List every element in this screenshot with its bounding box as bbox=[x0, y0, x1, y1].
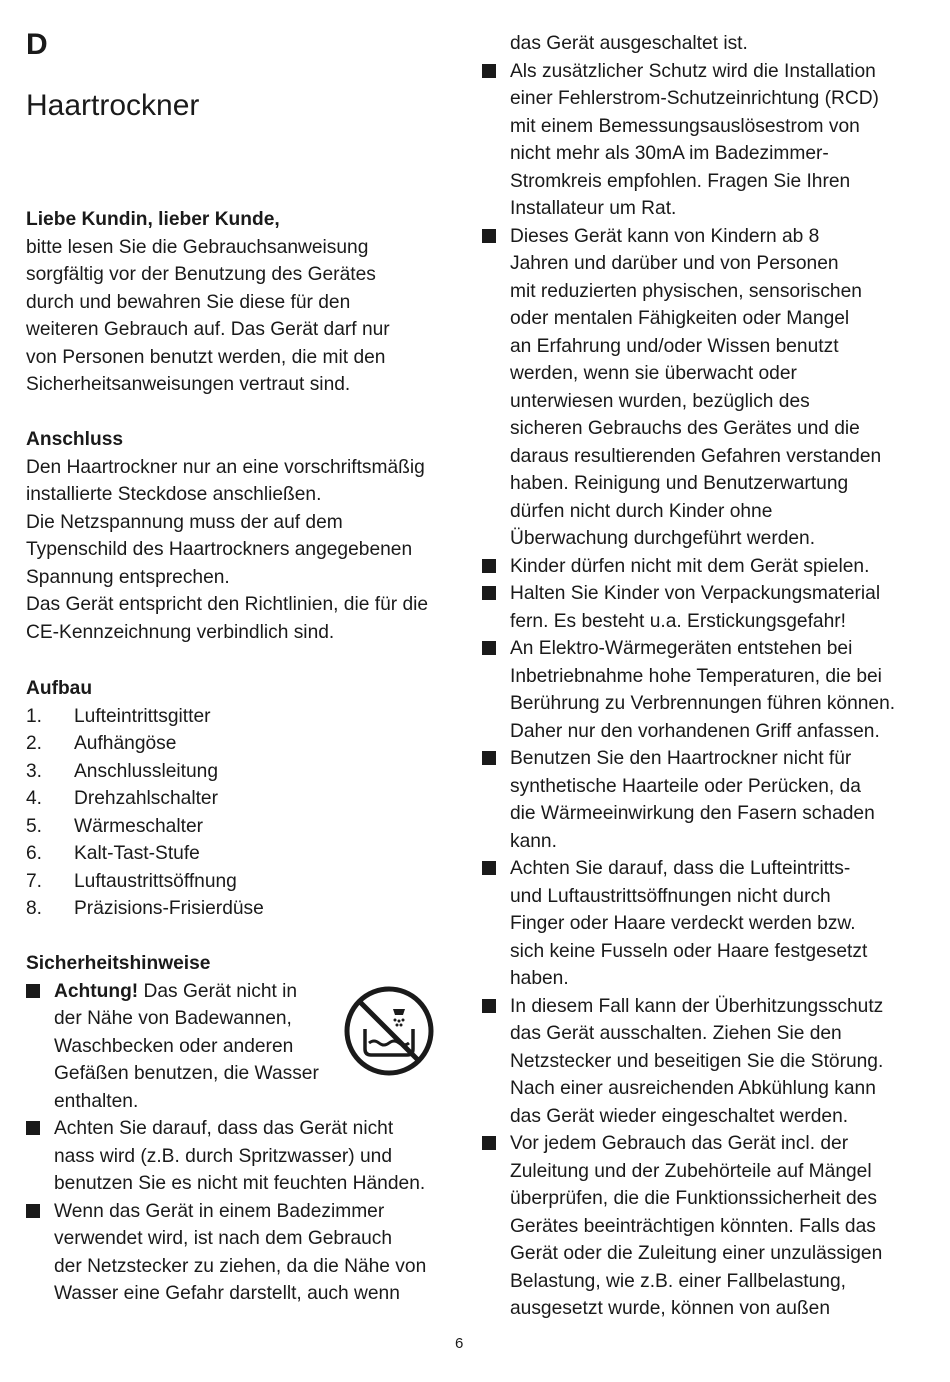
item-label: Wärmeschalter bbox=[74, 815, 204, 837]
item-label: Drehzahlschalter bbox=[74, 788, 218, 809]
anschluss-line: Die Netzspannung muss der auf dem bbox=[26, 511, 343, 533]
bullet-line: Inbetriebnahme hohe Temperaturen, die bei bbox=[510, 665, 882, 687]
bullet-line: ausgesetzt wurde, können von außen bbox=[510, 1298, 831, 1319]
bullet-line: Netzstecker und beseitigen Sie die Störung. bbox=[510, 1050, 884, 1072]
bullet-line: sicheren Gebrauchs des Gerätes und die bbox=[510, 418, 860, 439]
parts-list-item bbox=[26, 813, 466, 841]
bullet-line: fern. Es besteht u.a. Erstickungsgefahr! bbox=[510, 610, 846, 632]
bullet-line: Benutzen Sie den Haartrockner nicht für bbox=[510, 748, 852, 769]
bullet-line: Berührung zu Verbrennungen führen können. bbox=[510, 693, 896, 714]
item-label: Anschlussleitung bbox=[74, 760, 218, 782]
bullet-item bbox=[482, 635, 922, 745]
bullet-line: Dieses Gerät kann von Kindern ab 8 bbox=[510, 225, 820, 247]
item-label: Luftaustrittsöffnung bbox=[74, 870, 237, 892]
continued-line: das Gerät ausgeschaltet ist. bbox=[510, 33, 748, 54]
bullet-line: kann. bbox=[510, 830, 557, 852]
bullet-square-icon bbox=[482, 559, 496, 573]
bullet-square-icon bbox=[482, 64, 496, 78]
item-number: 1. bbox=[26, 705, 43, 727]
bullet-square-icon bbox=[482, 586, 496, 600]
bullet-line: Kinder dürfen nicht mit dem Gerät spielen. bbox=[510, 555, 870, 577]
bullet-square-icon bbox=[26, 1121, 40, 1135]
bullet-line: unterwiesen wurden, bezüglich des bbox=[510, 390, 810, 412]
parts-list-item bbox=[26, 703, 466, 731]
item-number: 7. bbox=[26, 870, 43, 892]
bullet-line: Stromkreis empfohlen. Fragen Sie Ihren bbox=[510, 170, 851, 192]
page-title: Haartrockner bbox=[26, 89, 200, 122]
item-number: 6. bbox=[26, 843, 43, 864]
warning-label: Achtung! bbox=[54, 980, 139, 1002]
bullet-item bbox=[482, 223, 922, 553]
parts-list-item bbox=[26, 758, 466, 786]
bullet-line: haben. Reinigung und Benutzerwartung bbox=[510, 473, 849, 494]
item-number: 5. bbox=[26, 815, 43, 837]
no-water-bathtub-icon bbox=[343, 985, 435, 1077]
bullet-item bbox=[482, 58, 922, 223]
item-number: 2. bbox=[26, 733, 43, 754]
bullet-line: enthalten. bbox=[54, 1090, 139, 1112]
bullet-item bbox=[26, 1115, 456, 1198]
bullet-line: sich keine Fusseln oder Haare festgesetzt bbox=[510, 940, 868, 962]
bullet-line: und Luftaustrittsöffnungen nicht durch bbox=[510, 885, 831, 907]
bullet-line: Gerät oder die Zuleitung einer unzulässigen bbox=[510, 1243, 883, 1264]
intro-section bbox=[26, 206, 466, 399]
aufbau-section bbox=[26, 675, 466, 923]
parts-list-item bbox=[26, 868, 466, 896]
bullet-item bbox=[482, 993, 922, 1131]
bullet-line: synthetische Haarteile oder Perücken, da bbox=[510, 775, 861, 797]
bullet-line: Daher nur den vorhandenen Griff anfassen. bbox=[510, 720, 880, 742]
bullet-line: an Erfahrung und/oder Wissen benutzt bbox=[510, 335, 839, 357]
bullet-item bbox=[482, 580, 922, 635]
page-number: 6 bbox=[455, 1335, 464, 1352]
intro-line: Sicherheitsanweisungen vertraut sind. bbox=[26, 374, 351, 395]
bullet-line: mit einem Bemessungsauslösestrom von bbox=[510, 115, 860, 137]
intro-line: von Personen benutzt werden, die mit den bbox=[26, 346, 386, 368]
bullet-square-icon bbox=[482, 641, 496, 655]
item-label: Kalt-Tast-Stufe bbox=[74, 843, 200, 864]
anschluss-heading: Anschluss bbox=[26, 429, 124, 450]
intro-heading: Liebe Kundin, lieber Kunde, bbox=[26, 209, 280, 230]
bullet-line: Gerätes beeinträchtigen könnten. Falls das bbox=[510, 1215, 876, 1237]
bullet-square-icon bbox=[26, 984, 40, 998]
bullet-item bbox=[482, 855, 922, 993]
bullet-line: Das Gerät nicht in bbox=[138, 980, 298, 1002]
bullet-line: Wasser eine Gefahr darstellt, auch wenn bbox=[54, 1283, 400, 1304]
item-label: Präzisions-Frisierdüse bbox=[74, 898, 264, 919]
intro-line: weiteren Gebrauch auf. Das Gerät darf nur bbox=[26, 319, 390, 340]
bullet-square-icon bbox=[482, 1136, 496, 1150]
parts-list-item bbox=[26, 730, 466, 758]
item-number: 3. bbox=[26, 760, 43, 782]
bullet-line: verwendet wird, ist nach dem Gebrauch bbox=[54, 1228, 393, 1249]
bullet-square-icon bbox=[482, 751, 496, 765]
bullet-line: Achten Sie darauf, dass die Lufteintritts- bbox=[510, 858, 851, 879]
parts-list-item bbox=[26, 785, 466, 813]
bullet-line: Als zusätzlicher Schutz wird die Installation bbox=[510, 60, 876, 82]
item-number: 8. bbox=[26, 898, 43, 919]
anschluss-line: CE-Kennzeichnung verbindlich sind. bbox=[26, 621, 335, 643]
bullet-square-icon bbox=[482, 861, 496, 875]
intro-line: sorgfältig vor der Benutzung des Gerätes bbox=[26, 264, 376, 285]
bullet-square-icon bbox=[482, 999, 496, 1013]
bullet-line: einer Fehlerstrom-Schutzeinrichtung (RCD) bbox=[510, 88, 879, 109]
bullet-item bbox=[482, 1130, 922, 1323]
bullet-line: Wenn das Gerät in einem Badezimmer bbox=[54, 1200, 385, 1222]
bullet-item bbox=[482, 745, 922, 855]
parts-list-item bbox=[26, 895, 466, 923]
bullet-line: Zuleitung und der Zubehörteile auf Mängel bbox=[510, 1160, 872, 1182]
bullet-line: Halten Sie Kinder von Verpackungsmaterial bbox=[510, 583, 881, 604]
anschluss-line: installierte Steckdose anschließen. bbox=[26, 484, 322, 505]
bullet-square-icon bbox=[482, 229, 496, 243]
bullet-line: Nach einer ausreichenden Abkühlung kann bbox=[510, 1078, 876, 1099]
bullet-line: die Wärmeeinwirkung den Fasern schaden bbox=[510, 803, 875, 824]
intro-line: bitte lesen Sie die Gebrauchsanweisung bbox=[26, 236, 369, 258]
item-number: 4. bbox=[26, 788, 43, 809]
language-code: D bbox=[26, 28, 48, 61]
bullet-line: mit reduzierten physischen, sensorischen bbox=[510, 280, 862, 302]
bullet-line: der Netzstecker zu ziehen, da die Nähe von bbox=[54, 1255, 427, 1277]
bullet-line: überprüfen, die die Funktionssicherheit des bbox=[510, 1188, 877, 1209]
bullet-item bbox=[482, 553, 922, 581]
safety-heading: Sicherheitshinweise bbox=[26, 953, 211, 974]
intro-line: durch und bewahren Sie diese für den bbox=[26, 291, 351, 313]
aufbau-heading: Aufbau bbox=[26, 678, 93, 699]
bullet-line: Belastung, wie z.B. einer Fallbelastung, bbox=[510, 1270, 846, 1292]
bullet-line: Waschbecken oder anderen bbox=[54, 1035, 294, 1057]
bullet-line: Finger oder Haare verdeckt werden bzw. bbox=[510, 913, 856, 934]
bullet-line: nass wird (z.B. durch Spritzwasser) und bbox=[54, 1145, 393, 1167]
bullet-line: werden, wenn sie überwacht oder bbox=[510, 363, 797, 384]
bullet-line: das Gerät ausschalten. Ziehen Sie den bbox=[510, 1023, 842, 1044]
bullet-line: Vor jedem Gebrauch das Gerät incl. der bbox=[510, 1133, 849, 1154]
bullet-line: der Nähe von Badewannen, bbox=[54, 1008, 292, 1029]
bullet-line: haben. bbox=[510, 968, 569, 989]
right-column bbox=[482, 30, 922, 1323]
item-label: Lufteintrittsgitter bbox=[74, 705, 211, 727]
bullet-line: oder mentalen Fähigkeiten oder Mangel bbox=[510, 308, 850, 329]
bullet-line: benutzen Sie es nicht mit feuchten Händen. bbox=[54, 1173, 426, 1194]
bullet-item bbox=[26, 1198, 456, 1308]
anschluss-line: Den Haartrockner nur an eine vorschriftsmäßig bbox=[26, 456, 425, 478]
anschluss-line: Das Gerät entspricht den Richtlinien, die für die bbox=[26, 594, 429, 615]
bullet-line: Installateur um Rat. bbox=[510, 198, 677, 219]
bullet-line: In diesem Fall kann der Überhitzungsschutz bbox=[510, 995, 884, 1017]
bullet-line: das Gerät wieder eingeschaltet werden. bbox=[510, 1105, 849, 1127]
bullet-line: Gefäßen benutzen, die Wasser bbox=[54, 1063, 319, 1084]
bullet-line: An Elektro-Wärmegeräten entstehen bei bbox=[510, 638, 853, 659]
bullet-line: Jahren und darüber und von Personen bbox=[510, 253, 839, 274]
bullet-line: Achten Sie darauf, dass das Gerät nicht bbox=[54, 1118, 394, 1139]
bullet-square-icon bbox=[26, 1204, 40, 1218]
bullet-line: daraus resultierenden Gefahren verstanden bbox=[510, 445, 882, 467]
anschluss-line: Spannung entsprechen. bbox=[26, 566, 230, 588]
bullet-line: dürfen nicht durch Kinder ohne bbox=[510, 500, 773, 522]
anschluss-line: Typenschild des Haartrockners angegebenen bbox=[26, 539, 413, 560]
bullet-line: nicht mehr als 30mA im Badezimmer- bbox=[510, 143, 829, 164]
item-label: Aufhängöse bbox=[74, 733, 177, 754]
anschluss-section bbox=[26, 426, 466, 646]
parts-list-item bbox=[26, 840, 466, 868]
bullet-line: Überwachung durchgeführt werden. bbox=[510, 528, 816, 549]
